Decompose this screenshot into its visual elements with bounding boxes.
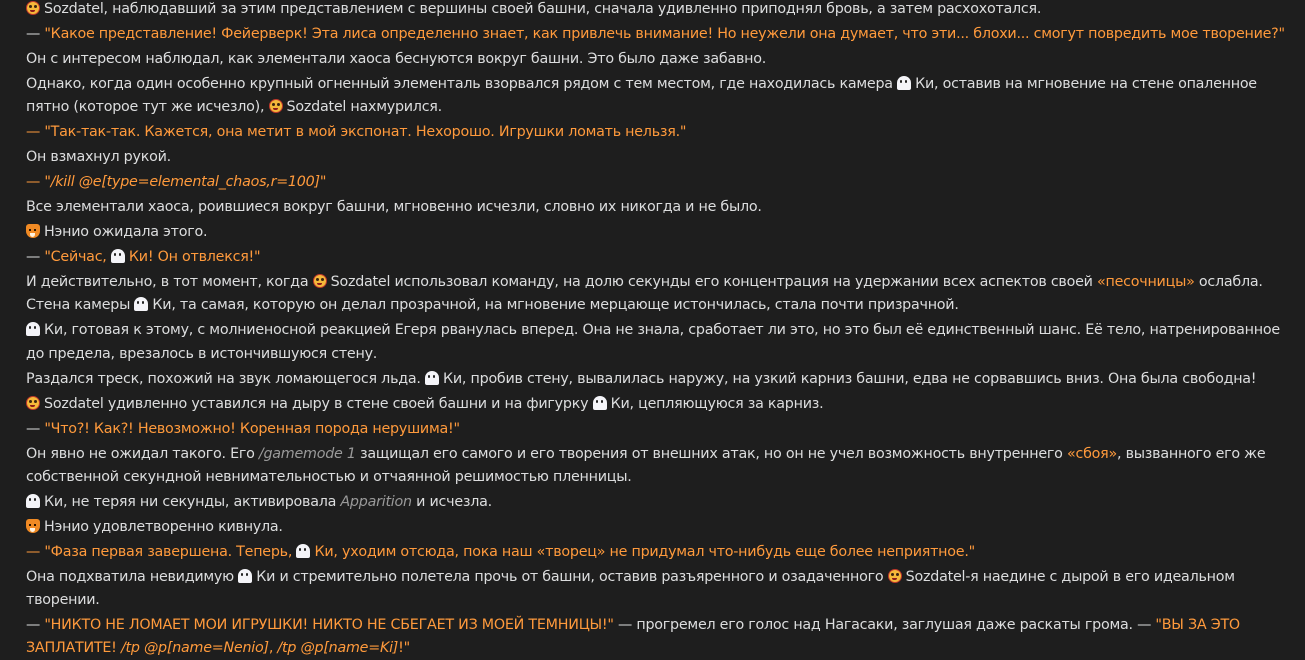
goblin-face-icon [26, 1, 40, 15]
paragraph-text: и исчезла. [411, 493, 492, 510]
paragraph [26, 246, 1301, 269]
goblin-face-icon [313, 274, 327, 288]
paragraph-text: Он явно не ожидал такого. Его [26, 445, 259, 462]
speech-quote: "НИКТО НЕ ЛОМАЕТ МОИ ИГРУШКИ! НИКТО НЕ СБЕГАЕТ ИЗ МОЕЙ ТЕМНИЦЫ!" [44, 617, 614, 634]
speech-quote: Ки! Он отвлекся!" [128, 249, 261, 266]
dash: — [26, 617, 45, 634]
paragraph-text: Ки, не теряя ни секунды, активировала [44, 493, 341, 510]
paragraph-text: Sozdatel использовал команду, на долю секунды его концентрация на удержании всех аспектов своей [330, 274, 1097, 291]
paragraph [26, 48, 1301, 71]
goblin-face-icon [269, 99, 283, 113]
paragraph [26, 541, 1301, 564]
paragraph-text: Ки, готовая к этому, с молниеносной реакцией Егеря рванулась вперед. Она не знала, сработает ли это, но это был её единственный шанс. Её тело, натренированное до предела, врезалось в истончившуюся стену. [26, 322, 1280, 362]
fox-icon [26, 224, 40, 238]
paragraph-text: Ки, та самая, которую он делал прозрачной, на мгновение мерцающе истончилась, стала почти призрачной. [152, 297, 959, 314]
paragraph [26, 368, 1301, 391]
highlight-term: «сбоя» [1066, 445, 1117, 462]
speech-quote: , [268, 640, 278, 657]
paragraph-text: Sozdatel-я наедине с дырой в его идеальном творении. [26, 568, 1235, 609]
paragraph [26, 0, 1301, 21]
speech-quote: "Что?! Как?! Невозможно! Коренная порода нерушима!" [44, 420, 460, 437]
speech-quote: "Какое представление! Фейерверк! Эта лиса определенно знает, как привлечь внимание! Но неужели она думает, что эти... блохи... смогут повредить мое творение?" [44, 26, 1285, 42]
paragraph-text: Sozdatel нахмурился. [286, 99, 442, 116]
paragraph-text: защищал его самого и его творения от внешних атак, но он не учел возможность внутреннего [355, 445, 1067, 462]
ghost-icon [897, 76, 911, 90]
paragraph-text: Он с интересом наблюдал, как элементали хаоса беснуются вокруг башни. Это было даже забавно. [26, 51, 767, 67]
dash: — [26, 249, 45, 266]
paragraph-text: Нэнио удовлетворенно кивнула. [44, 518, 283, 535]
speech-quote: " [44, 174, 51, 191]
ghost-icon [111, 249, 125, 263]
paragraph [26, 319, 1301, 365]
ghost-icon [425, 371, 439, 385]
paragraph [26, 418, 1301, 441]
dash: — [26, 420, 45, 437]
fox-icon [26, 519, 40, 533]
paragraph-text: Sozdatel, наблюдавший за этим представлением с вершины своей башни, сначала удивленно приподнял бровь, а затем расхохотался. [44, 1, 1042, 17]
paragraph-text: Раздался треск, похожий на звук ломающегося льда. [26, 370, 425, 387]
paragraph [26, 443, 1301, 489]
speech-quote: "ВЫ ЗА ЭТО ЗАПЛАТИТЕ! [26, 617, 1240, 657]
paragraph [26, 566, 1301, 612]
command-text: /tp @p[name=Ki] [277, 640, 399, 657]
paragraph-text: Она подхватила невидимую [26, 568, 239, 585]
paragraph [26, 23, 1301, 46]
ghost-icon [26, 494, 40, 508]
paragraph-text: Все элементали хаоса, роившиеся вокруг башни, мгновенно исчезли, словно их никогда и не было. [26, 199, 762, 216]
paragraph [26, 271, 1301, 317]
paragraph-text: Он взмахнул рукой. [26, 149, 171, 166]
paragraph [26, 221, 1301, 244]
paragraph-text: Ки, цепляющуюся за карниз. [610, 395, 824, 412]
speech-quote: Ки, уходим отсюда, пока наш «творец» не придумал что-нибудь еще более неприятное." [314, 543, 975, 560]
paragraph-text: Нэнио ожидала этого. [44, 224, 208, 241]
paragraph [26, 121, 1301, 144]
paragraph-text: Ки, пробив стену, вывалилась наружу, на узкий карниз башни, едва не сорвавшись вниз. Она была свободна! [442, 370, 1257, 387]
command-text: /tp @p[name=Nenio] [120, 640, 269, 657]
highlight-term: «песочницы» [1097, 274, 1195, 291]
paragraph-text: ослабла. Стена камеры [26, 274, 1263, 314]
goblin-face-icon [888, 569, 902, 583]
speech-quote: "Сейчас, [44, 249, 111, 266]
goblin-face-icon [26, 396, 40, 410]
paragraph [26, 491, 1301, 514]
ghost-icon [238, 569, 252, 583]
paragraph [26, 73, 1301, 119]
paragraph-text: И действительно, в тот момент, когда [26, 274, 313, 291]
speech-quote: " [319, 174, 327, 191]
command-text: /kill @e[type=elemental_chaos,r=100] [50, 174, 320, 191]
paragraph [26, 393, 1301, 416]
ghost-icon [593, 396, 607, 410]
dash: — [26, 124, 45, 141]
ghost-icon [296, 544, 310, 558]
paragraph-text: Ки, оставив на мгновение на стене опаленное пятно (которое тут же исчезло), [26, 76, 1257, 116]
dash: — [26, 174, 45, 191]
paragraph [26, 146, 1301, 169]
paragraph-text: , вызванного его же собственной секундной невнимательностью и отчаянной решимостью пленницы. [26, 445, 1266, 485]
dash: — [26, 543, 45, 560]
speech-quote: "Так-так-так. Кажется, она метит в мой экспонат. Нехорошо. Игрушки ломать нельзя." [44, 124, 687, 141]
inline-command: /gamemode 1 [258, 445, 356, 462]
dash: — [26, 26, 45, 42]
paragraph-text: Ки и стремительно полетела прочь от башни, оставив разъяренного и озадаченного [256, 568, 888, 585]
ghost-icon [26, 322, 40, 336]
paragraph [26, 614, 1301, 660]
paragraph [26, 171, 1301, 194]
speech-quote: "Фаза первая завершена. Теперь, [44, 543, 297, 560]
paragraph-text: Sozdatel удивленно уставился на дыру в стене своей башни и на фигурку [44, 395, 593, 412]
spell-name: Apparition [340, 493, 412, 510]
speech-quote: !" [398, 640, 410, 657]
paragraph [26, 196, 1301, 219]
paragraph [26, 516, 1301, 539]
ghost-icon [134, 297, 148, 311]
paragraph-text: — прогремел его голос над Нагасаки, заглушая даже раскаты грома. — [613, 617, 1156, 634]
paragraph-text: Однако, когда один особенно крупный огненный элементаль взорвался рядом с тем местом, где находилась камера [26, 76, 898, 92]
